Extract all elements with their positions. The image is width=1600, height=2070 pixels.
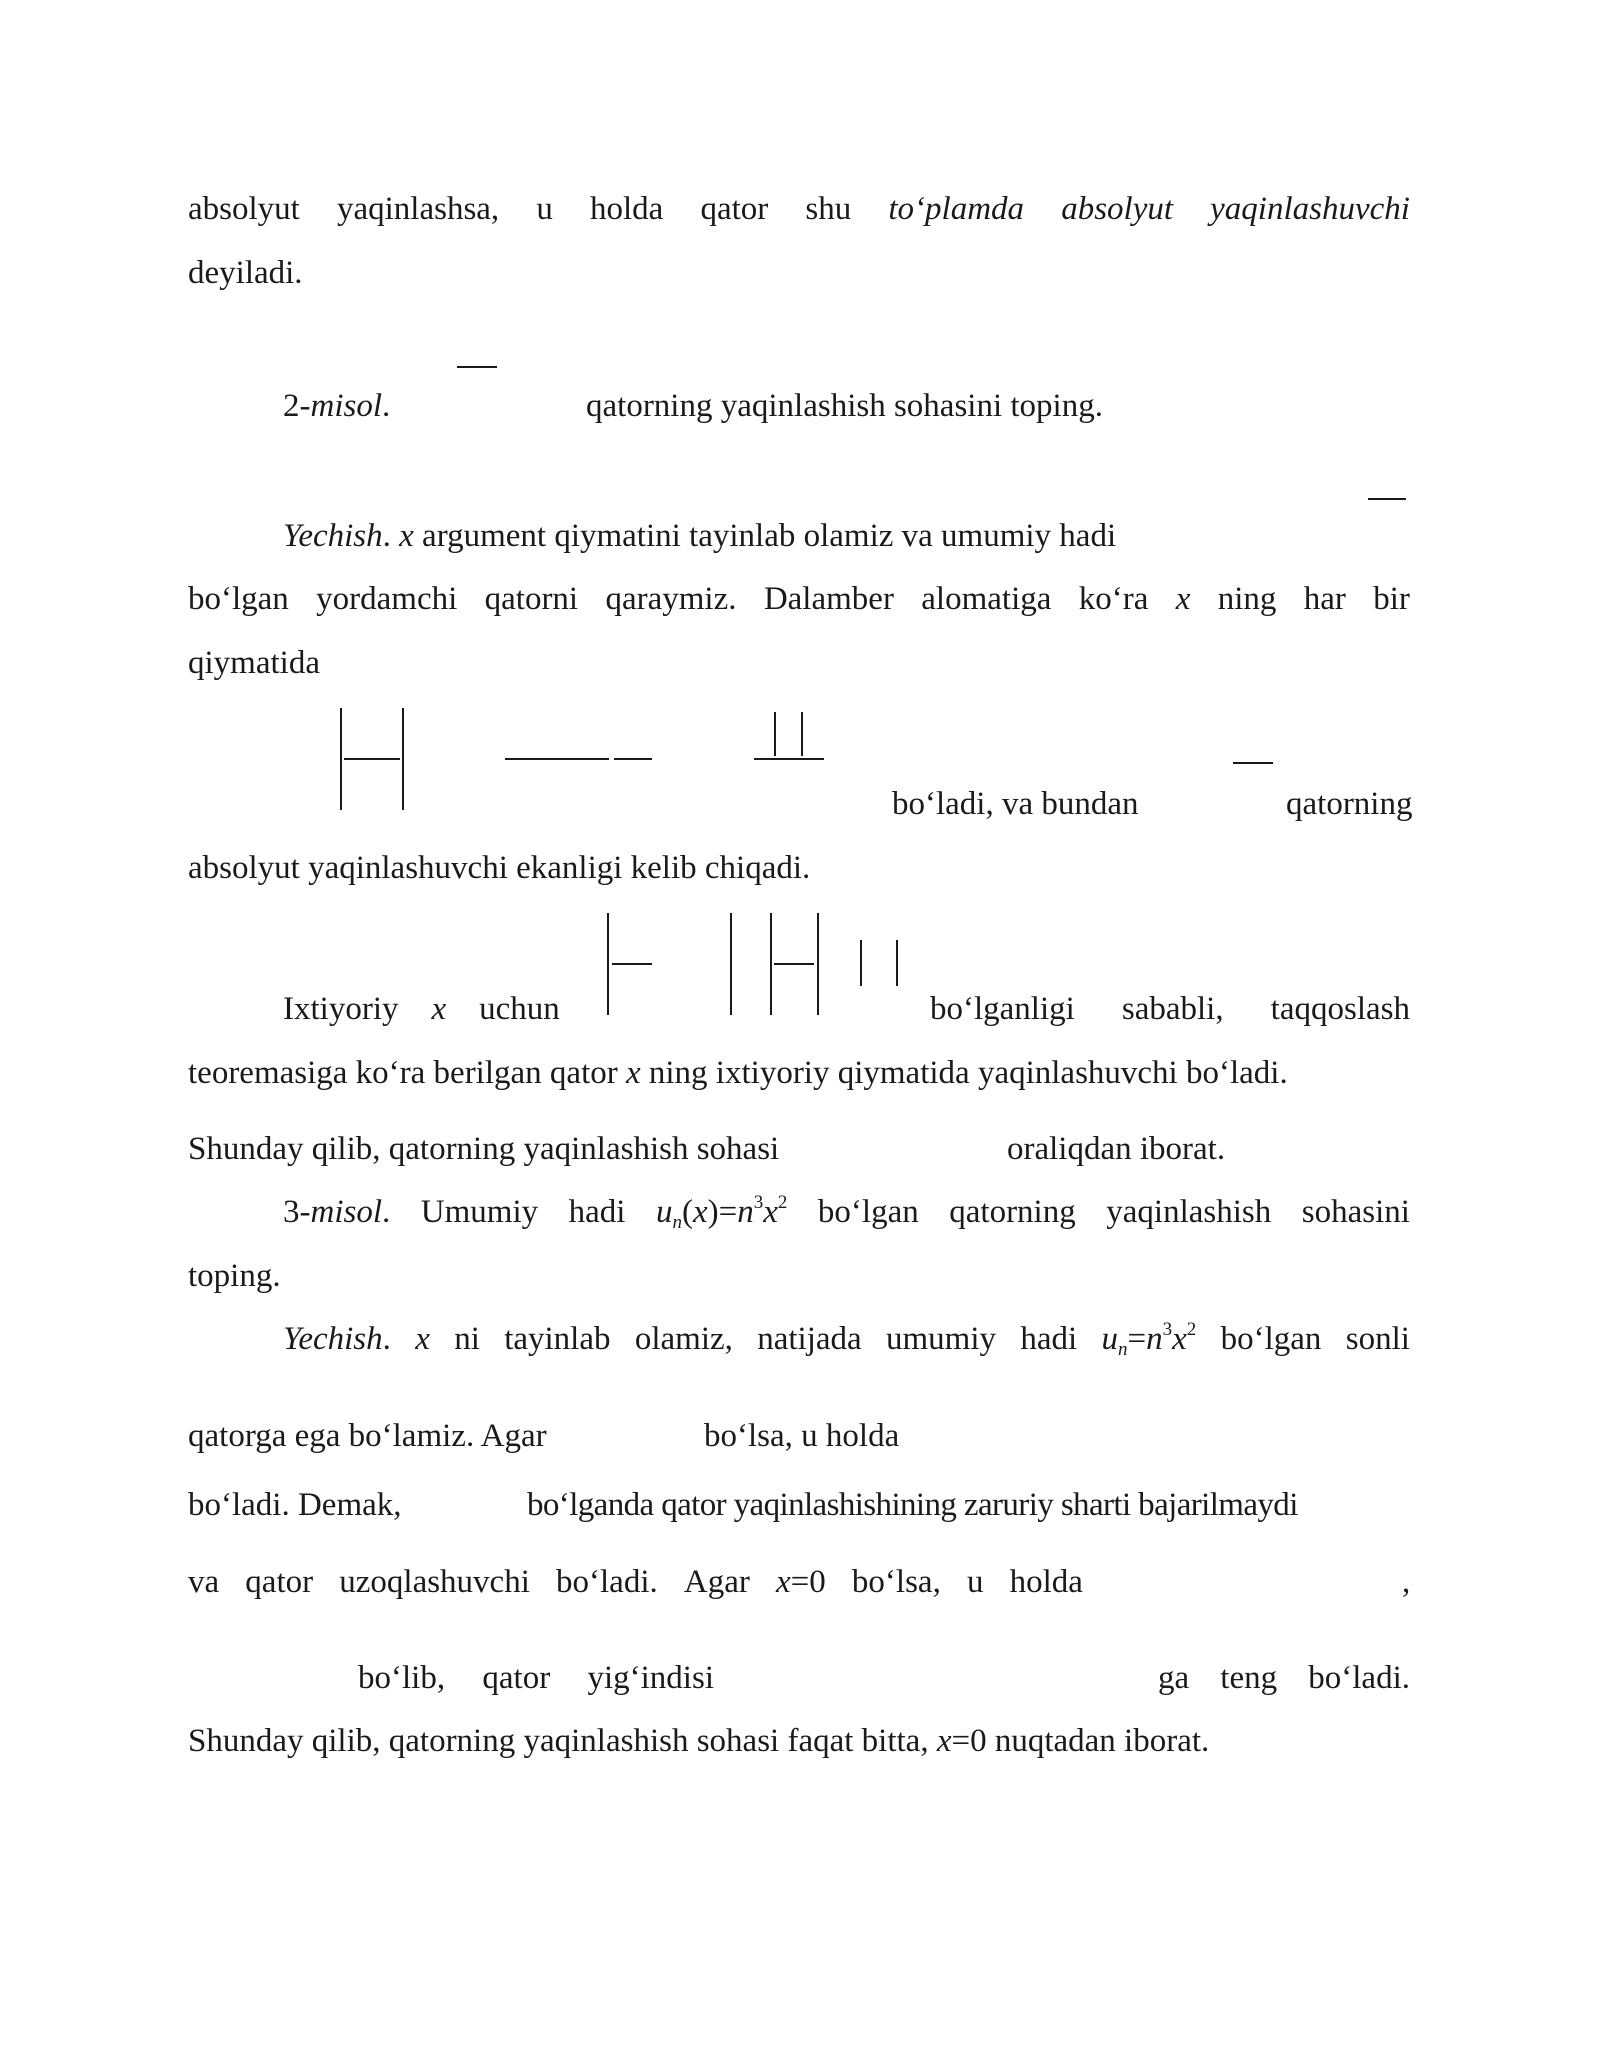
example-3-line-1: 3-misol. Umumiy hadi $u_n(x)=n^3x^2$ bo‘lgan qatorning yaqinlashish sohasini (283, 1192, 1410, 1233)
comparison-line-1b: bo‘lganligi sababli, taqqoslash (930, 991, 1410, 1027)
comma: , (1402, 1564, 1411, 1600)
solution-3-line-1: Yechish. x ni tayinlab olamiz, natijada umumiy hadi $u_n=n^3x^2$ bo‘lgan sonli (283, 1319, 1410, 1360)
abs-bar (730, 913, 732, 1015)
paragraph-line-2: deyiladi. (188, 255, 303, 291)
term-italic: yaqinlashuvchi (1210, 191, 1410, 227)
example-2-label: 2-misol. (283, 388, 391, 424)
word: qator (700, 191, 769, 227)
abs-bar (860, 940, 862, 986)
conclusion-line-b: oraliqdan iborat. (1007, 1131, 1226, 1167)
comparison-line-1a: Ixtiyoriy x uchun (283, 991, 560, 1027)
solution-3-line-5a: bo‘lib, qator yig‘indisi (358, 1660, 714, 1696)
solution-line-2: bo‘lgan yordamchi qatorni qaraymiz. Dalamber alomatiga ko‘ra x ning har bir (188, 581, 1410, 617)
fraction-bar (457, 366, 497, 368)
solution-3-line-2a: qatorga ega bo‘lamiz. Agar (188, 1418, 547, 1454)
abs-bar (896, 940, 898, 986)
fraction-bar (344, 758, 400, 760)
solution-line-4a: bo‘ladi, va bundan (892, 786, 1139, 822)
fraction-bar (754, 758, 824, 760)
fraction-bar (774, 963, 814, 965)
fraction-bar (1233, 762, 1273, 764)
solution-3-line-5b: ga teng bo‘ladi. (1158, 1660, 1410, 1696)
abs-bar (607, 913, 609, 1015)
abs-bar (340, 708, 342, 810)
comparison-line-2: teoremasiga ko‘ra berilgan qator x ning ixtiyoriy qiymatida yaqinlashuvchi bo‘ladi. (188, 1055, 1288, 1091)
word: yaqinlashsa, (336, 191, 500, 227)
solution-line-1: Yechish. x argument qiymatini tayinlab olamiz va umumiy hadi (283, 518, 1117, 554)
abs-bar (774, 712, 776, 756)
solution-3-line-3a: bo‘ladi. Demak, (188, 1487, 402, 1523)
word: holda (589, 191, 664, 227)
term-italic: to‘plamda (888, 191, 1025, 227)
solution-line-4b: qatorning (1286, 786, 1413, 822)
solution-3-line-2b: bo‘lsa, u holda (704, 1418, 900, 1454)
abs-bar (402, 708, 404, 810)
solution-3-line-3b: bo‘lganda qator yaqinlashishining zaruriy sharti bajarilmaydi (527, 1487, 1298, 1523)
abs-bar (801, 712, 803, 756)
paragraph-line-1 (188, 193, 1410, 226)
abs-bar (817, 913, 819, 1015)
fraction-bar (614, 758, 652, 760)
term-italic: absolyut (1061, 191, 1174, 227)
final-conclusion: Shunday qilib, qatorning yaqinlashish sohasi faqat bitta, x=0 nuqtadan iborat. (188, 1723, 1210, 1759)
word: shu (805, 191, 852, 227)
abs-bar (770, 913, 772, 1015)
fraction-bar (612, 963, 652, 965)
solution-line-3: qiymatida (188, 645, 320, 681)
word: absolyut (188, 191, 300, 227)
solution-line-5: absolyut yaqinlashuvchi ekanligi kelib chiqadi. (188, 850, 811, 886)
formula-numeric-term: $u_n=n^3x^2$ (1101, 1319, 1197, 1360)
solution-3-line-4: va qator uzoqlashuvchi bo‘ladi. Agar x=0 bo‘lsa, u holda (188, 1564, 1083, 1600)
example-3-line-2: toping. (188, 1258, 281, 1294)
conclusion-line-a: Shunday qilib, qatorning yaqinlashish sohasi (188, 1131, 780, 1167)
fraction-bar (505, 758, 609, 760)
fraction-bar (1368, 498, 1406, 500)
example-2-text: qatorning yaqinlashish sohasini toping. (586, 388, 1103, 424)
formula-general-term: $u_n(x)=n^3x^2$ (655, 1192, 788, 1233)
word: u (536, 191, 553, 227)
